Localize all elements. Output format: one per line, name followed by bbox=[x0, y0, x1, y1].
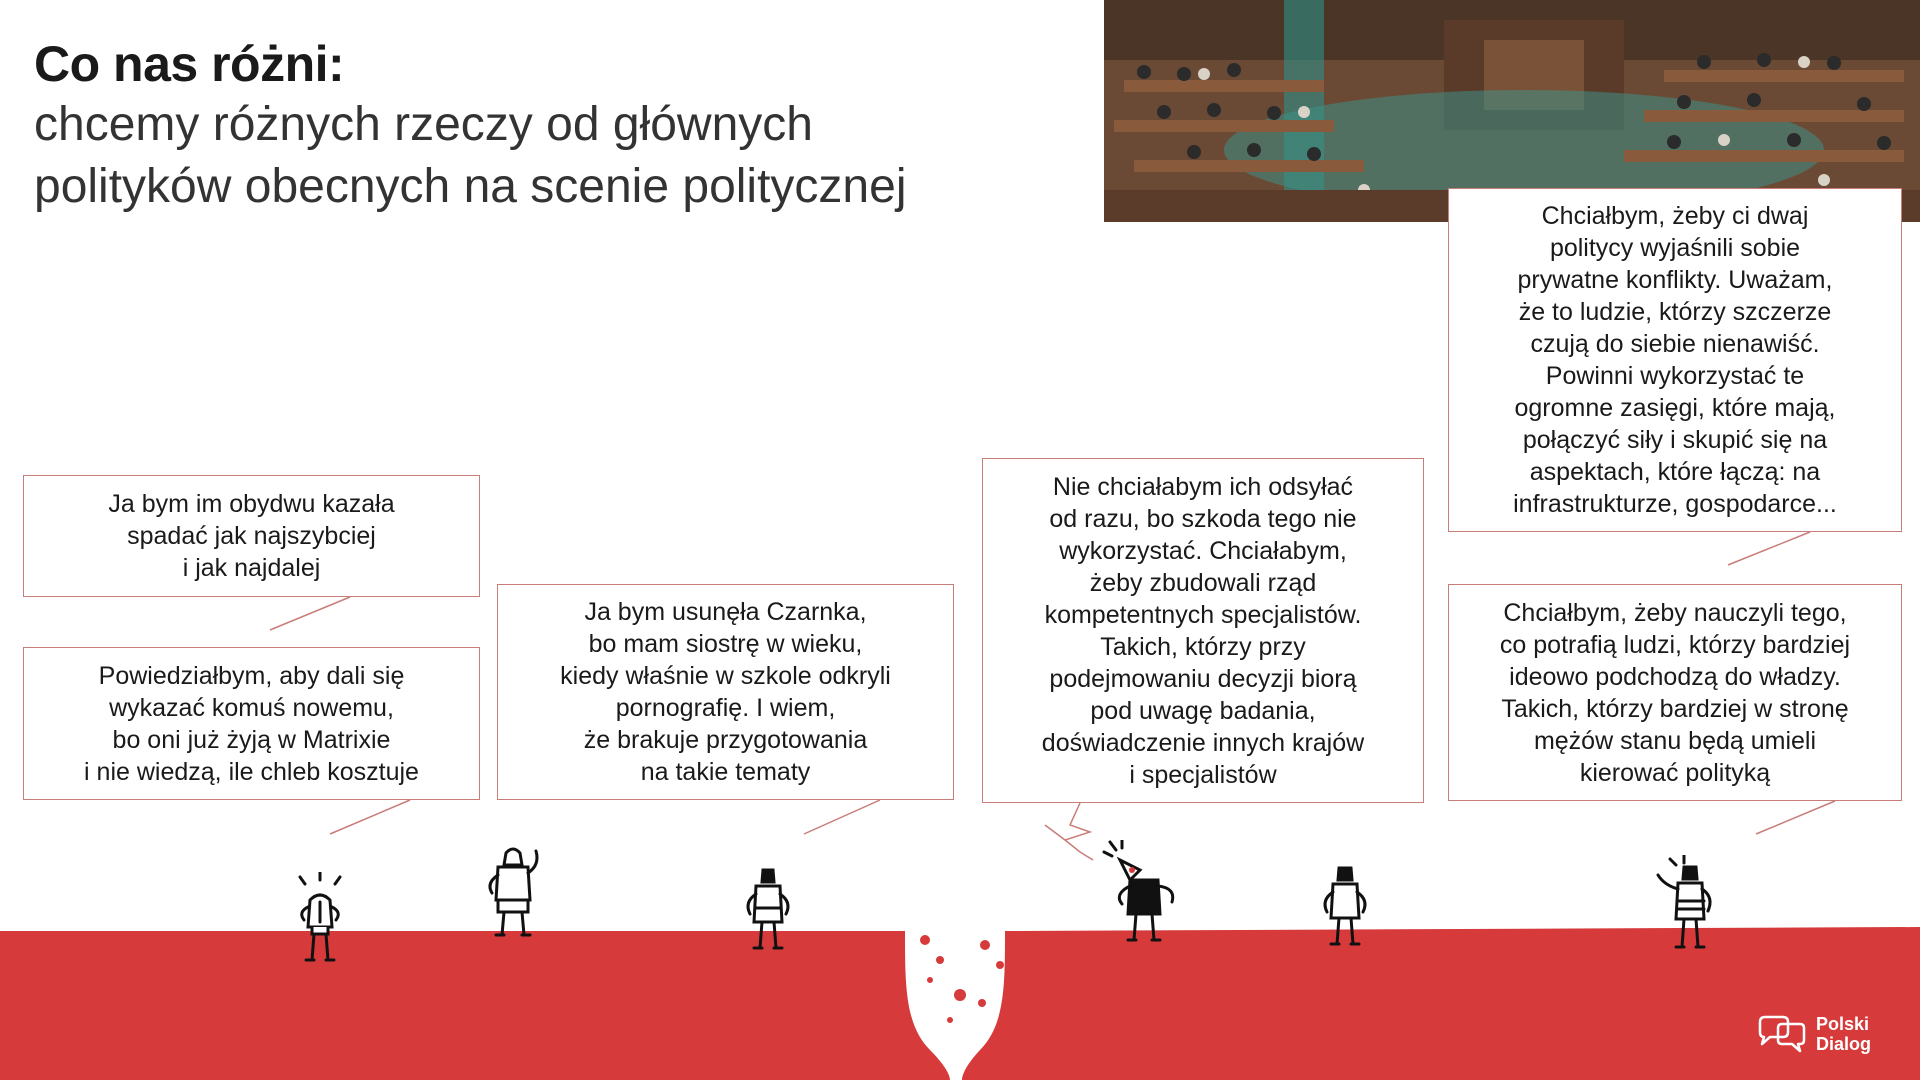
quote-line: Takich, którzy przy bbox=[1100, 632, 1306, 661]
quote-line: wykorzystać. Chciałabym, bbox=[1059, 536, 1347, 565]
quote-line: podejmowaniu decyzji biorą bbox=[1049, 664, 1357, 693]
quote-line: infrastrukturze, gospodarce... bbox=[1513, 490, 1837, 518]
person-figure-4 bbox=[1100, 840, 1195, 950]
quote-line: Powinni wykorzystać te bbox=[1545, 362, 1805, 390]
quote-line: żeby zbudowali rząd bbox=[1089, 568, 1317, 597]
quote-line: i nie wiedzą, ile chleb kosztuje bbox=[84, 757, 419, 786]
quote-bubble-6 bbox=[1448, 584, 1902, 801]
quote-line: że brakuje przygotowania bbox=[583, 726, 868, 754]
quote-line: politycy wyjaśnili sobie bbox=[1549, 234, 1801, 262]
logo-text-line-2: Dialog bbox=[1816, 1034, 1872, 1054]
bubble-tail-2 bbox=[330, 800, 410, 834]
person-figure-5 bbox=[1315, 866, 1375, 966]
quote-line: prywatne konflikty. Uważam, bbox=[1517, 266, 1833, 294]
person-figure-6 bbox=[1650, 855, 1730, 965]
quote-line: na takie tematy bbox=[640, 758, 811, 786]
quote-line: Chciałbym, żeby nauczyli tego, bbox=[1503, 598, 1847, 627]
person-figure-2 bbox=[478, 845, 548, 945]
quote-bubble-5 bbox=[1448, 188, 1902, 532]
quote-line: co potrafią ludzi, którzy bardziej bbox=[1499, 630, 1851, 659]
quote-line: od razu, bo szkoda tego nie bbox=[1049, 504, 1357, 533]
bubble-tail-4 bbox=[1065, 803, 1093, 860]
quote-line: spadać jak najszybciej bbox=[127, 522, 376, 550]
speech-bubbles-icon bbox=[1756, 1014, 1808, 1054]
quote-line: pornografię. I wiem, bbox=[615, 694, 836, 722]
crack-crumbs bbox=[920, 935, 1004, 1023]
bubble-tail-3 bbox=[804, 800, 880, 834]
quote-line: ogromne zasięgi, które mają, bbox=[1514, 394, 1836, 422]
quote-line: Powiedziałbym, aby dali się bbox=[98, 661, 405, 690]
quote-line: wykazać komuś nowemu, bbox=[109, 693, 394, 722]
quote-line: bo mam siostrę w wieku, bbox=[588, 630, 863, 658]
bubble-tail-6 bbox=[1756, 801, 1835, 834]
quote-line: aspektach, które łączą: na bbox=[1529, 458, 1821, 486]
quote-bubble-2 bbox=[23, 647, 480, 800]
quote-line: kierować polityką bbox=[1579, 758, 1771, 787]
logo-text-line-1: Polski bbox=[1816, 1014, 1870, 1034]
quote-line: Takich, którzy bardziej w stronę bbox=[1501, 694, 1849, 723]
quote-line: doświadczenie innych krajów bbox=[1041, 728, 1365, 757]
quote-bubble-3 bbox=[497, 584, 954, 800]
bubble-tail-5 bbox=[1728, 532, 1810, 565]
quote-line: kiedy właśnie w szkole odkryli bbox=[560, 662, 891, 690]
quote-line: Ja bym im obydwu kazała bbox=[108, 490, 395, 518]
quote-line: bo oni już żyją w Matrixie bbox=[112, 725, 391, 754]
bubble-tail-1 bbox=[270, 597, 350, 630]
red-ground bbox=[0, 925, 1920, 1080]
person-figure-1 bbox=[290, 872, 350, 972]
subtitle-line-1: chcemy różnych rzeczy od głównych bbox=[34, 98, 813, 151]
quote-line: pod uwagę badania, bbox=[1090, 696, 1316, 725]
quote-bubble-1 bbox=[23, 475, 480, 597]
quote-line: kompetentnych specjalistów. bbox=[1044, 600, 1362, 629]
subtitle-line-2: polityków obecnych na scenie politycznej bbox=[34, 160, 907, 213]
quote-bubble-4 bbox=[982, 458, 1424, 803]
quote-line: połączyć siły i skupić się na bbox=[1522, 426, 1828, 454]
quote-line: ideowo podchodzą do władzy. bbox=[1509, 662, 1841, 691]
quote-line: Chciałbym, żeby ci dwaj bbox=[1541, 202, 1809, 230]
quote-line: Ja bym usunęła Czarnka, bbox=[584, 598, 867, 626]
title-block bbox=[34, 34, 906, 218]
quote-line: że to ludzie, którzy szczerze bbox=[1518, 298, 1832, 326]
page-title: Co nas różni: bbox=[34, 36, 345, 92]
quote-line: i specjalistów bbox=[1129, 760, 1277, 789]
polski-dialog-logo bbox=[1756, 1014, 1871, 1054]
quote-line: i jak najdalej bbox=[182, 554, 321, 582]
quote-line: mężów stanu będą umieli bbox=[1533, 726, 1817, 755]
person-figure-3 bbox=[738, 868, 798, 968]
quote-line: czują do siebie nienawiść. bbox=[1530, 330, 1820, 358]
quote-line: Nie chciałabym ich odsyłać bbox=[1052, 472, 1354, 501]
